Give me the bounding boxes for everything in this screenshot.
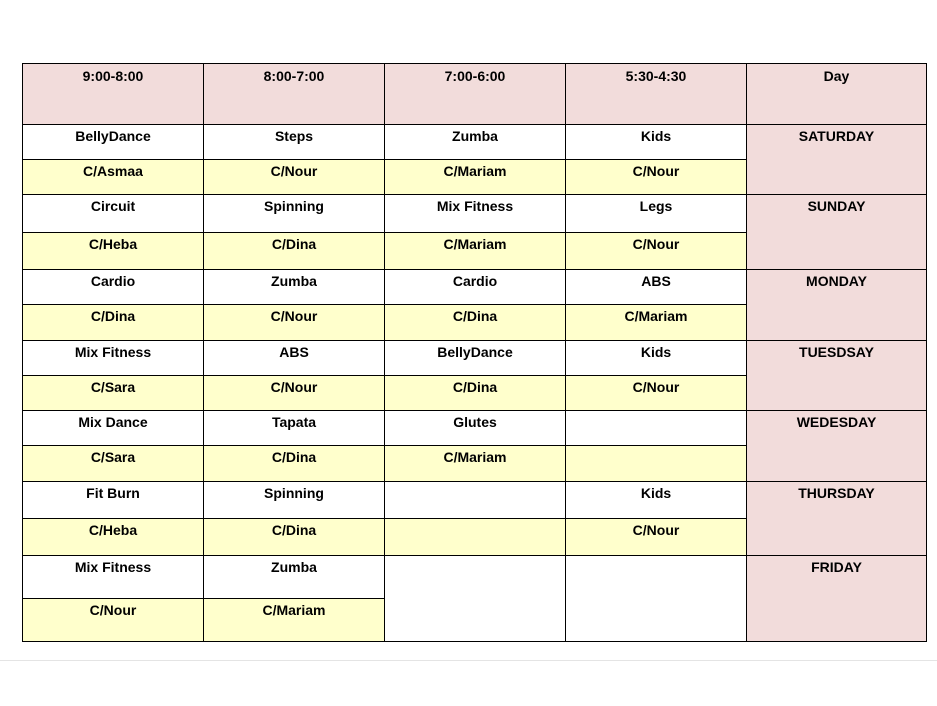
header-slot-4: 5:30-4:30 (566, 64, 747, 125)
header-slot-1: 9:00-8:00 (23, 64, 204, 125)
class-cell: Spinning (204, 482, 385, 519)
class-cell: ABS (204, 341, 385, 376)
class-cell: Fit Burn (23, 482, 204, 519)
coach-cell: C/Nour (566, 233, 747, 270)
coach-cell: C/Sara (23, 446, 204, 482)
day-sunday: SUNDAY (747, 195, 927, 270)
class-cell: BellyDance (23, 125, 204, 160)
class-cell: Cardio (23, 270, 204, 305)
coach-cell: C/Mariam (385, 446, 566, 482)
day-monday: MONDAY (747, 270, 927, 341)
class-row-monday (23, 270, 927, 305)
coach-cell: C/Mariam (385, 233, 566, 270)
day-thursday: THURSDAY (747, 482, 927, 556)
day-friday: FRIDAY (747, 556, 927, 642)
class-cell: Zumba (204, 270, 385, 305)
class-cell: Circuit (23, 195, 204, 233)
class-cell: Zumba (385, 125, 566, 160)
header-row (23, 64, 927, 125)
coach-cell: C/Mariam (566, 305, 747, 341)
class-cell: Kids (566, 125, 747, 160)
class-row-wednesday (23, 411, 927, 446)
day-wednesday: WEDESDAY (747, 411, 927, 482)
class-cell: Mix Fitness (23, 341, 204, 376)
class-cell: Glutes (385, 411, 566, 446)
coach-cell: C/Dina (23, 305, 204, 341)
class-cell: Tapata (204, 411, 385, 446)
day-tuesday: TUESDSAY (747, 341, 927, 411)
class-row-friday (23, 556, 927, 599)
coach-cell: C/Nour (23, 599, 204, 642)
day-saturday: SATURDAY (747, 125, 927, 195)
class-row-sunday (23, 195, 927, 233)
coach-cell: C/Heba (23, 519, 204, 556)
class-cell: Spinning (204, 195, 385, 233)
header-slot-2: 8:00-7:00 (204, 64, 385, 125)
class-cell: Kids (566, 482, 747, 519)
class-cell: Mix Dance (23, 411, 204, 446)
class-cell: Steps (204, 125, 385, 160)
coach-cell: C/Dina (204, 233, 385, 270)
coach-cell: C/Dina (385, 376, 566, 411)
class-row-saturday (23, 125, 927, 160)
class-cell: Zumba (204, 556, 385, 599)
header-day: Day (747, 64, 927, 125)
class-row-thursday (23, 482, 927, 519)
class-cell: Mix Fitness (385, 195, 566, 233)
coach-cell: C/Nour (204, 376, 385, 411)
coach-cell: C/Nour (566, 376, 747, 411)
class-cell: Kids (566, 341, 747, 376)
coach-cell (385, 519, 566, 556)
schedule-table (22, 63, 927, 642)
empty-cell (566, 556, 747, 642)
class-cell (385, 482, 566, 519)
coach-cell: C/Dina (204, 446, 385, 482)
page-divider (0, 660, 937, 661)
coach-cell (566, 446, 747, 482)
coach-cell: C/Nour (204, 160, 385, 195)
class-cell: Cardio (385, 270, 566, 305)
coach-cell: C/Heba (23, 233, 204, 270)
coach-cell: C/Asmaa (23, 160, 204, 195)
header-slot-3: 7:00-6:00 (385, 64, 566, 125)
coach-cell: C/Sara (23, 376, 204, 411)
class-cell: BellyDance (385, 341, 566, 376)
coach-cell: C/Mariam (204, 599, 385, 642)
coach-cell: C/Nour (204, 305, 385, 341)
class-cell (566, 411, 747, 446)
class-cell: Mix Fitness (23, 556, 204, 599)
coach-cell: C/Dina (385, 305, 566, 341)
class-cell: Legs (566, 195, 747, 233)
coach-cell: C/Nour (566, 160, 747, 195)
class-cell: ABS (566, 270, 747, 305)
coach-cell: C/Dina (204, 519, 385, 556)
coach-cell: C/Nour (566, 519, 747, 556)
empty-cell (385, 556, 566, 642)
class-row-tuesday (23, 341, 927, 376)
coach-cell: C/Mariam (385, 160, 566, 195)
